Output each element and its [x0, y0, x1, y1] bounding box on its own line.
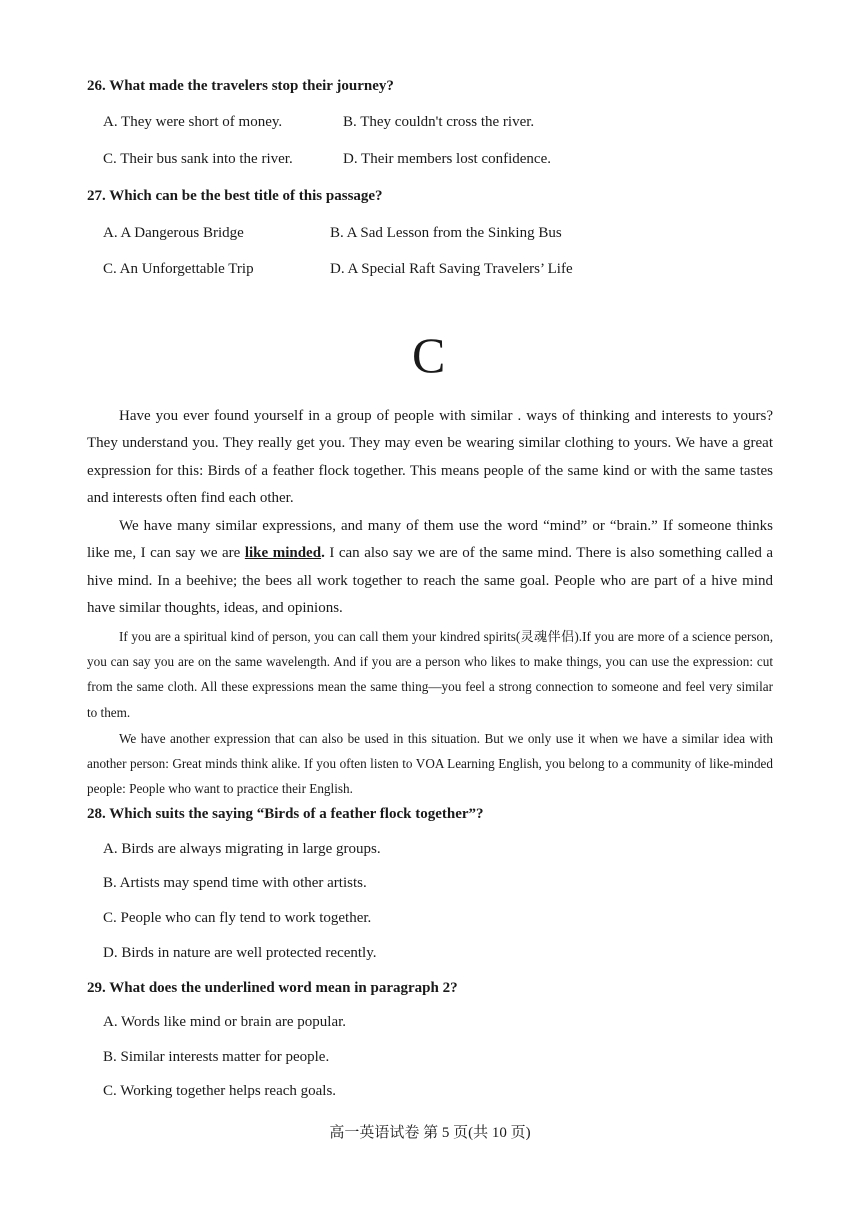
paragraph-3-text: If you are a spiritual kind of person, you can call them your kindred spirits(灵魂伴侣).If you are more of a science person, you can say you are on the same wavelength. And if you are a person who likes to make things, you can use the expression: cut from the same cloth. All these expressions mean the same thing—you feel a strong connection to someone and feel very similar to them.	[87, 629, 773, 720]
page-footer: 高一英语试卷 第 5 页(共 10 页)	[329, 1125, 531, 1141]
q27-option-d: D. A Special Raft Saving Travelers’ Life	[330, 261, 573, 277]
paragraph-2-text-before: We have many similar expressions, and many of them use the word “mind” or “brain.” If someone thinks like me, I can say we are	[87, 518, 773, 562]
q29-option-c: C. Working together helps reach goals.	[103, 1083, 337, 1099]
passage-paragraph-3	[87, 624, 773, 725]
q28-option-a: A. Birds are always migrating in large groups.	[103, 841, 381, 857]
passage-paragraph-2	[87, 513, 773, 622]
underlined-word: like minded	[244, 545, 322, 562]
q28-option-d: D. Birds in nature are well protected recently.	[103, 945, 377, 961]
question-29: 29. What does the underlined word mean in paragraph 2?	[87, 980, 458, 996]
passage-paragraph-4	[87, 726, 773, 802]
q26-option-c: C. Their bus sank into the river.	[103, 151, 293, 167]
question-28: 28. Which suits the saying “Birds of a feather flock together”?	[87, 806, 484, 822]
q26-option-a: A. They were short of money.	[103, 114, 283, 130]
q26-option-d: D. Their members lost confidence.	[343, 151, 551, 167]
paragraph-2-text-after: I can also say we are of the same mind. There is also something called a hive mind. In a beehive; the bees all work together to reach the same goal. People who are part of a hive mind have similar thoughts, ideas, and opinions.	[87, 545, 774, 616]
q28-option-b: B. Artists may spend time with other artists.	[103, 875, 367, 891]
q27-option-a: A. A Dangerous Bridge	[103, 225, 244, 241]
q27-option-c: C. An Unforgettable Trip	[103, 261, 254, 277]
q29-option-a: A. Words like mind or brain are popular.	[103, 1014, 347, 1030]
paragraph-2-bold-period: .	[321, 545, 325, 562]
q26-option-b: B. They couldn't cross the river.	[343, 114, 535, 130]
q28-option-c: C. People who can fly tend to work together.	[103, 910, 372, 926]
paragraph-1-text: Have you ever found yourself in a group of people with similar . ways of thinking and interests to yours? They understand you. They really get you. They may even be wearing similar clothing to yours. We have a great expression for this: Birds of a feather flock together. This means people of the same kind or with the same tastes and interests often find each other.	[87, 408, 773, 506]
question-26: 26. What made the travelers stop their journey?	[87, 78, 394, 94]
paragraph-4-text: We have another expression that can also be used in this situation. But we only use it when we have a similar idea with another person: Great minds think alike. If you often listen to VOA Learning English, you belong to a community of like-minded people: People who want to practice their English.	[87, 731, 773, 797]
passage-paragraph-1	[87, 403, 773, 512]
q27-option-b: B. A Sad Lesson from the Sinking Bus	[330, 225, 562, 241]
q29-option-b: B. Similar interests matter for people.	[103, 1049, 330, 1065]
section-heading-c: C	[412, 327, 446, 383]
question-27: 27. Which can be the best title of this passage?	[87, 188, 383, 204]
